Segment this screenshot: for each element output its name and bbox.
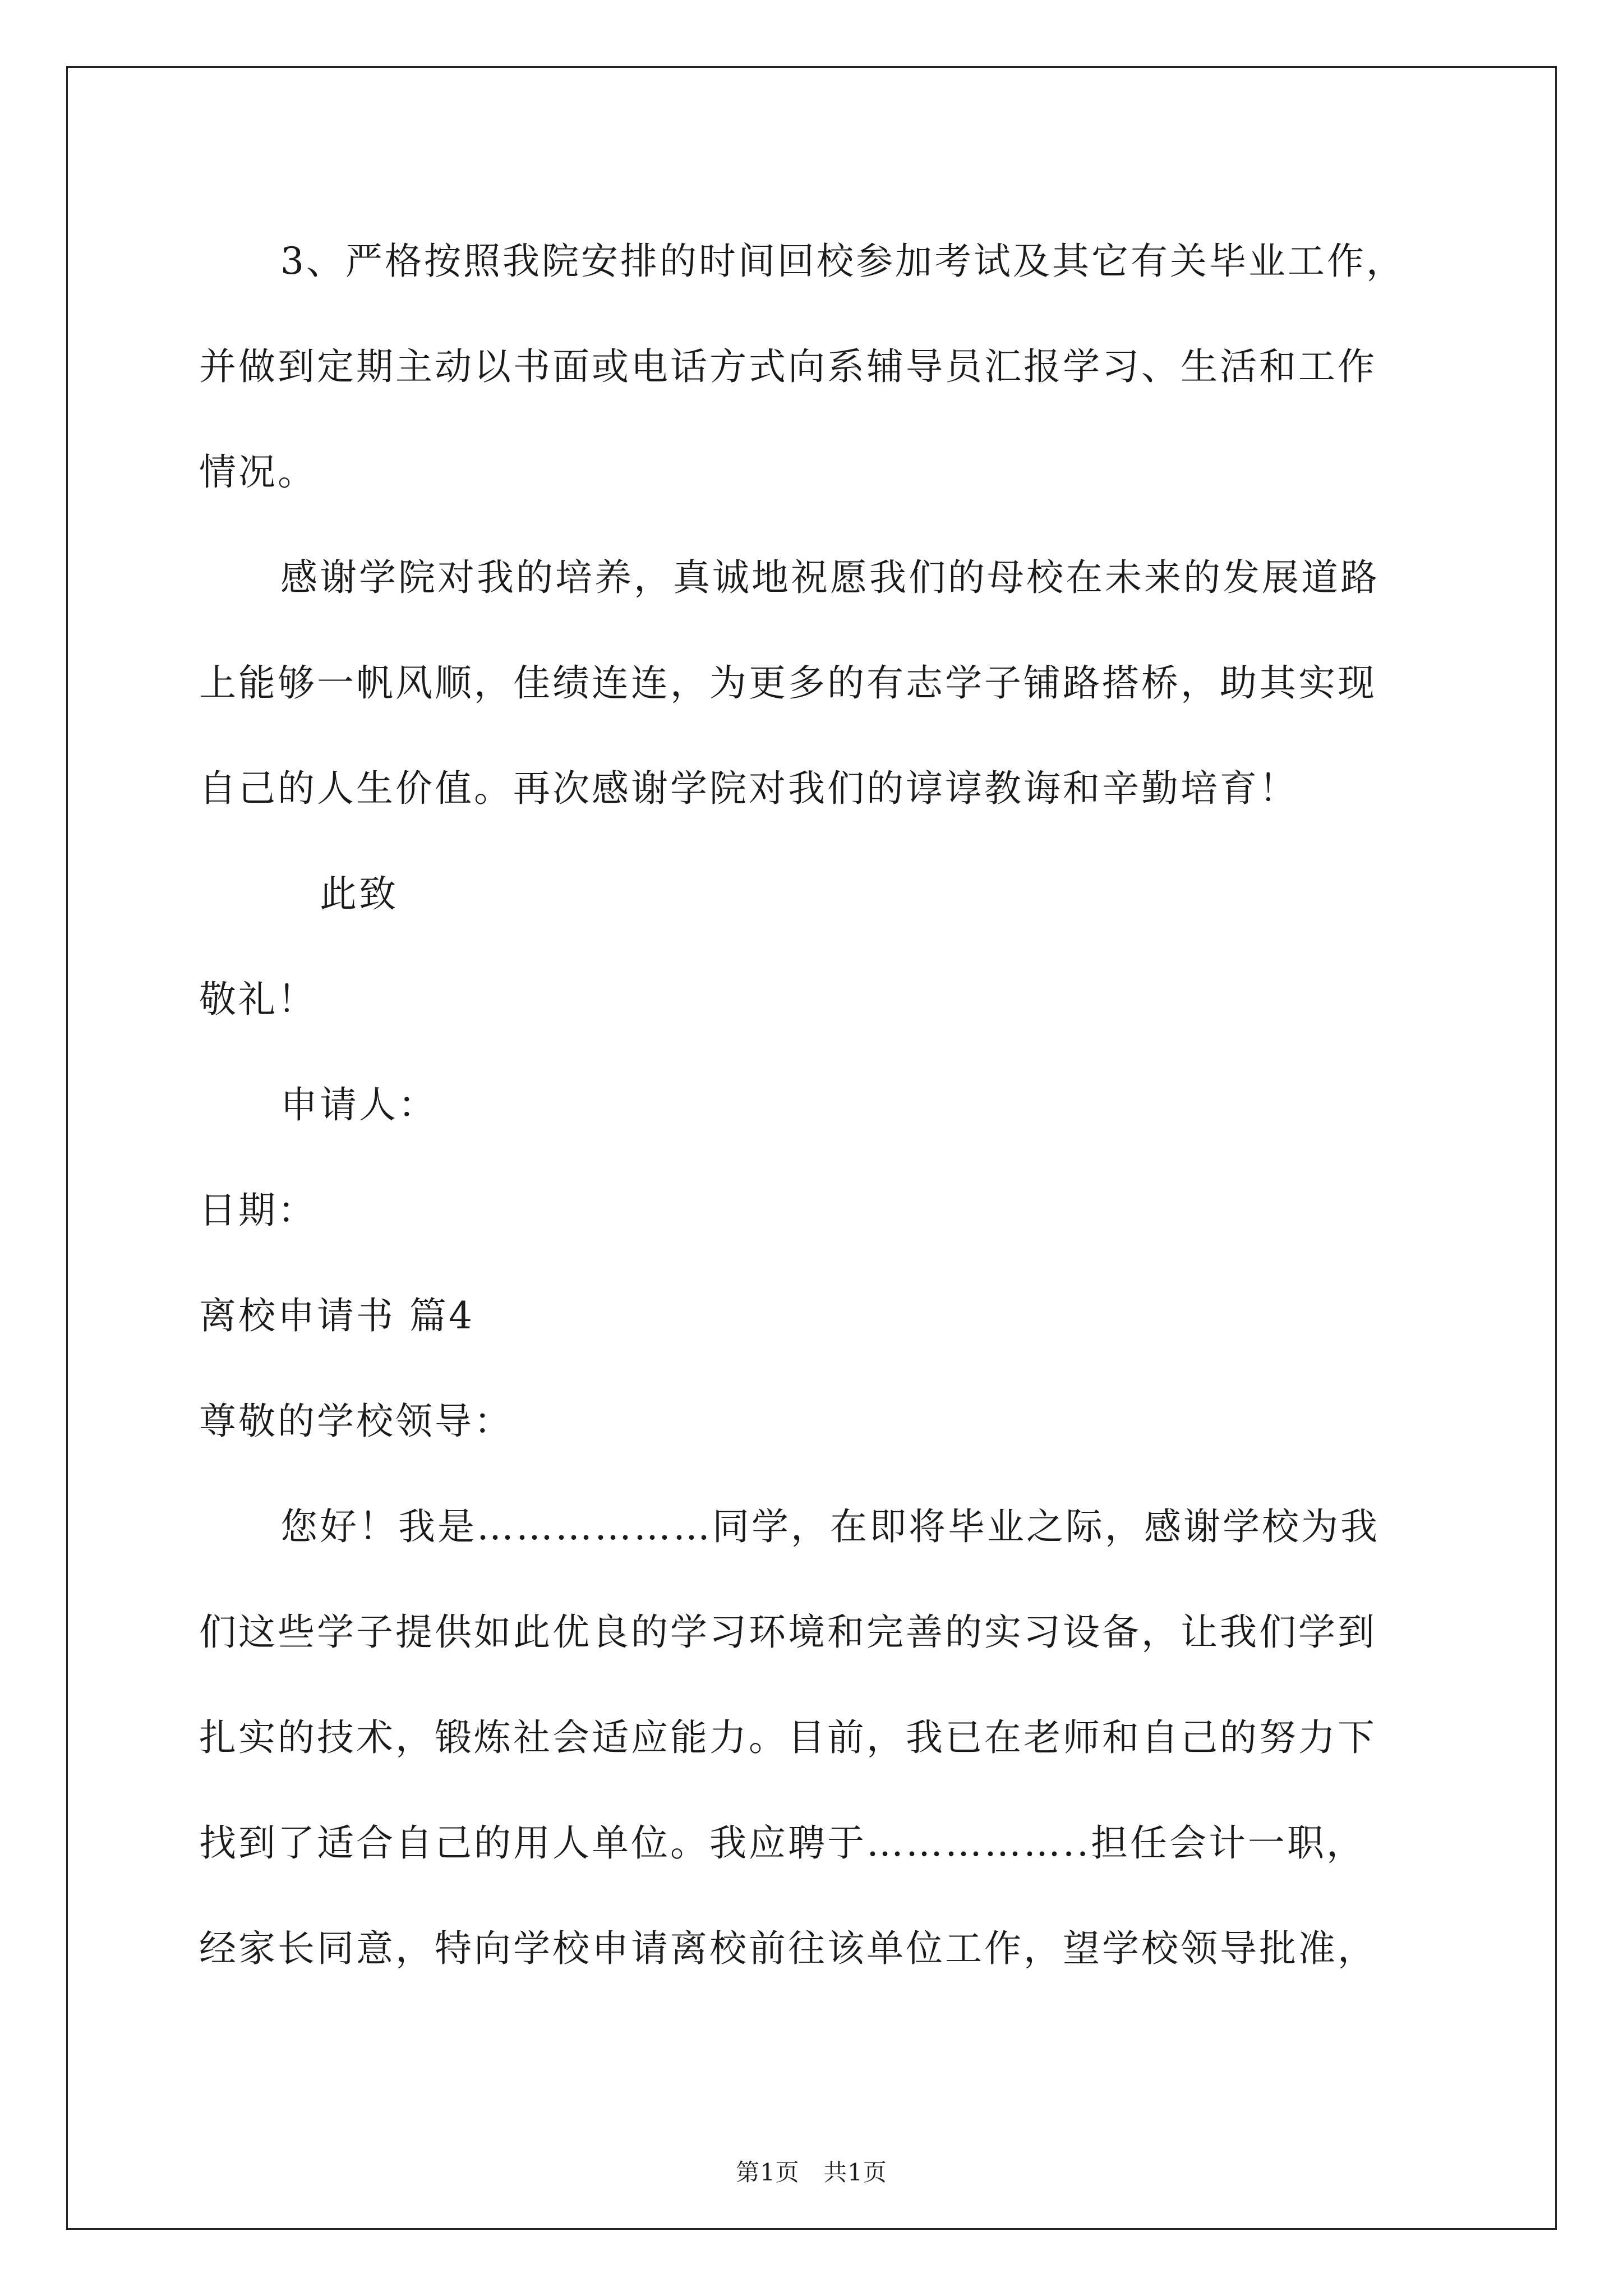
paragraph-line: 上能够一帆风顺，佳绩连连，为更多的有志学子铺路搭桥，助其实现 bbox=[199, 661, 1377, 705]
paragraph-line: 找到了适合自己的用人单位。我应聘于……………..担任会计一职， bbox=[199, 1821, 1366, 1865]
paragraph-line: 并做到定期主动以书面或电话方式向系辅导员汇报学习、生活和工作 bbox=[199, 345, 1377, 388]
date-label: 日期： bbox=[199, 1189, 317, 1232]
paragraph-line: 您好！我是………………同学，在即将毕业之际，感谢学校为我 bbox=[280, 1505, 1380, 1548]
page-number: 第1页 bbox=[736, 2159, 800, 2186]
greeting: 尊敬的学校领导： bbox=[199, 1400, 513, 1443]
paragraph-line: 经家长同意，特向学校申请离校前往该单位工作，望学校领导批准， bbox=[199, 1927, 1377, 1970]
closing-regards: 敬礼！ bbox=[199, 978, 317, 1021]
paragraph-line: 扎实的技术，锻炼社会适应能力。目前，我已在老师和自己的努力下 bbox=[199, 1716, 1377, 1759]
paragraph-line: 自己的人生价值。再次感谢学院对我们的谆谆教诲和辛勤培育！ bbox=[199, 767, 1298, 810]
paragraph-line: 感谢学院对我的培养，真诚地祝愿我们的母校在未来的发展道路 bbox=[280, 556, 1380, 599]
paragraph-line: 3、严格按照我院安排的时间回校参加考试及其它有关毕业工作， bbox=[280, 240, 1405, 283]
closing-salutation: 此致 bbox=[320, 872, 398, 915]
page-footer bbox=[0, 2154, 1623, 2188]
paragraph-line: 们这些学子提供如此优良的学习环境和完善的实习设备，让我们学到 bbox=[199, 1611, 1377, 1654]
section-title: 离校申请书 篇4 bbox=[199, 1294, 474, 1337]
applicant-label: 申请人： bbox=[280, 1083, 437, 1126]
document-body bbox=[199, 209, 1433, 2001]
page-total: 共1页 bbox=[823, 2159, 887, 2186]
paragraph-line: 情况。 bbox=[199, 450, 317, 494]
